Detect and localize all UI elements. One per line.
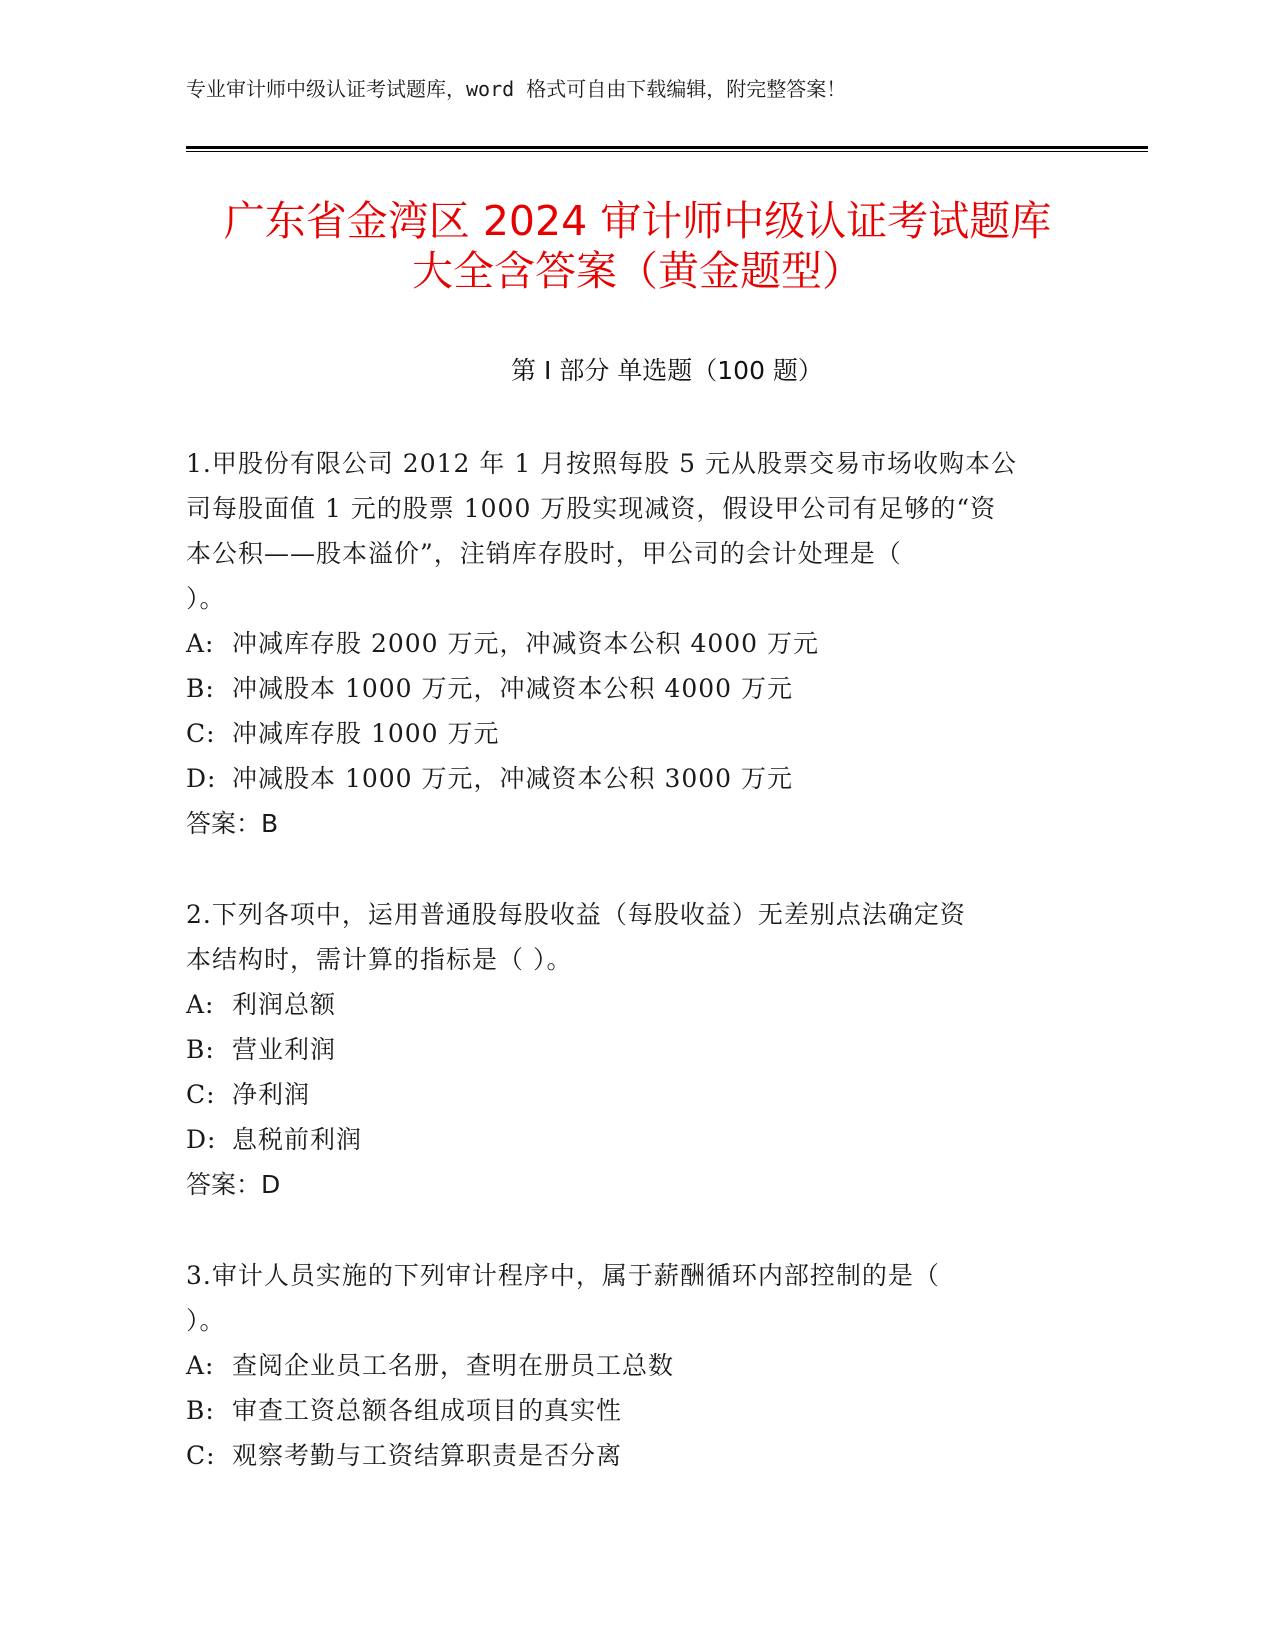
option-key: A: (186, 1351, 215, 1380)
header-note: 专业审计师中级认证考试题库，word 格式可自由下载编辑，附完整答案！ (186, 77, 847, 101)
document-title (150, 196, 1125, 296)
option-d (186, 1117, 1076, 1162)
option-text: 息税前利润 (232, 1125, 363, 1154)
option-c (186, 711, 1076, 756)
question-text-line: 司每股面值 1 元的股票 1000 万股实现减资，假设甲公司有足够的“资 (186, 494, 997, 523)
option-b (186, 1027, 1076, 1072)
option-text: 冲减库存股 1000 万元 (232, 719, 500, 748)
option-key: D: (186, 1125, 217, 1154)
answer-line: 答案：B (186, 809, 279, 838)
question-text-line: ）。 (186, 1306, 226, 1335)
question-list (186, 441, 1076, 1478)
option-key: D: (186, 764, 217, 793)
header-divider (186, 146, 1148, 153)
option-b (186, 666, 1076, 711)
question-text-line: 1.甲股份有限公司 2012 年 1 月按照每股 5 元从股票交易市场收购本公 (186, 449, 1017, 478)
option-a (186, 621, 1076, 666)
question-text-line: ）。 (186, 584, 226, 613)
option-text: 冲减股本 1000 万元，冲减资本公积 3000 万元 (232, 764, 794, 793)
answer-line: 答案：D (186, 1170, 281, 1199)
question-2 (186, 892, 1076, 1207)
option-key: A: (186, 990, 215, 1019)
title-line-1: 广东省金湾区 2024 审计师中级认证考试题库 (223, 197, 1052, 245)
question-text-line: 2.下列各项中，运用普通股每股收益（每股收益）无差别点法确定资 (186, 900, 966, 929)
option-key: B: (186, 1035, 215, 1064)
option-text: 冲减库存股 2000 万元，冲减资本公积 4000 万元 (232, 629, 820, 658)
option-c (186, 1433, 1076, 1478)
option-key: A: (186, 629, 215, 658)
option-d (186, 756, 1076, 801)
option-key: C: (186, 719, 216, 748)
option-key: C: (186, 1441, 216, 1470)
option-text: 查阅企业员工名册，查明在册员工总数 (232, 1351, 675, 1380)
question-text-line: 3.审计人员实施的下列审计程序中，属于薪酬循环内部控制的是（ (186, 1261, 940, 1290)
option-c (186, 1072, 1076, 1117)
option-text: 利润总额 (232, 990, 337, 1019)
option-text: 审查工资总额各组成项目的真实性 (232, 1396, 623, 1425)
option-text: 冲减股本 1000 万元，冲减资本公积 4000 万元 (232, 674, 794, 703)
option-text: 净利润 (232, 1080, 311, 1109)
section-heading: 第 I 部分 单选题（100 题） (511, 356, 823, 385)
divider-thick-line (186, 146, 1148, 149)
question-3 (186, 1253, 1076, 1478)
option-a (186, 1343, 1076, 1388)
option-text: 观察考勤与工资结算职责是否分离 (232, 1441, 623, 1470)
option-key: B: (186, 674, 215, 703)
title-line-2: 大全含答案（黄金题型） (412, 247, 863, 295)
option-text: 营业利润 (232, 1035, 337, 1064)
divider-thin-line (186, 151, 1148, 152)
question-text-line: 本公积——股本溢价”，注销库存股时，甲公司的会计处理是（ (186, 539, 902, 568)
question-1 (186, 441, 1076, 846)
option-b (186, 1388, 1076, 1433)
option-key: C: (186, 1080, 216, 1109)
option-key: B: (186, 1396, 215, 1425)
question-text-line: 本结构时，需计算的指标是（ ）。 (186, 945, 573, 974)
option-a (186, 982, 1076, 1027)
